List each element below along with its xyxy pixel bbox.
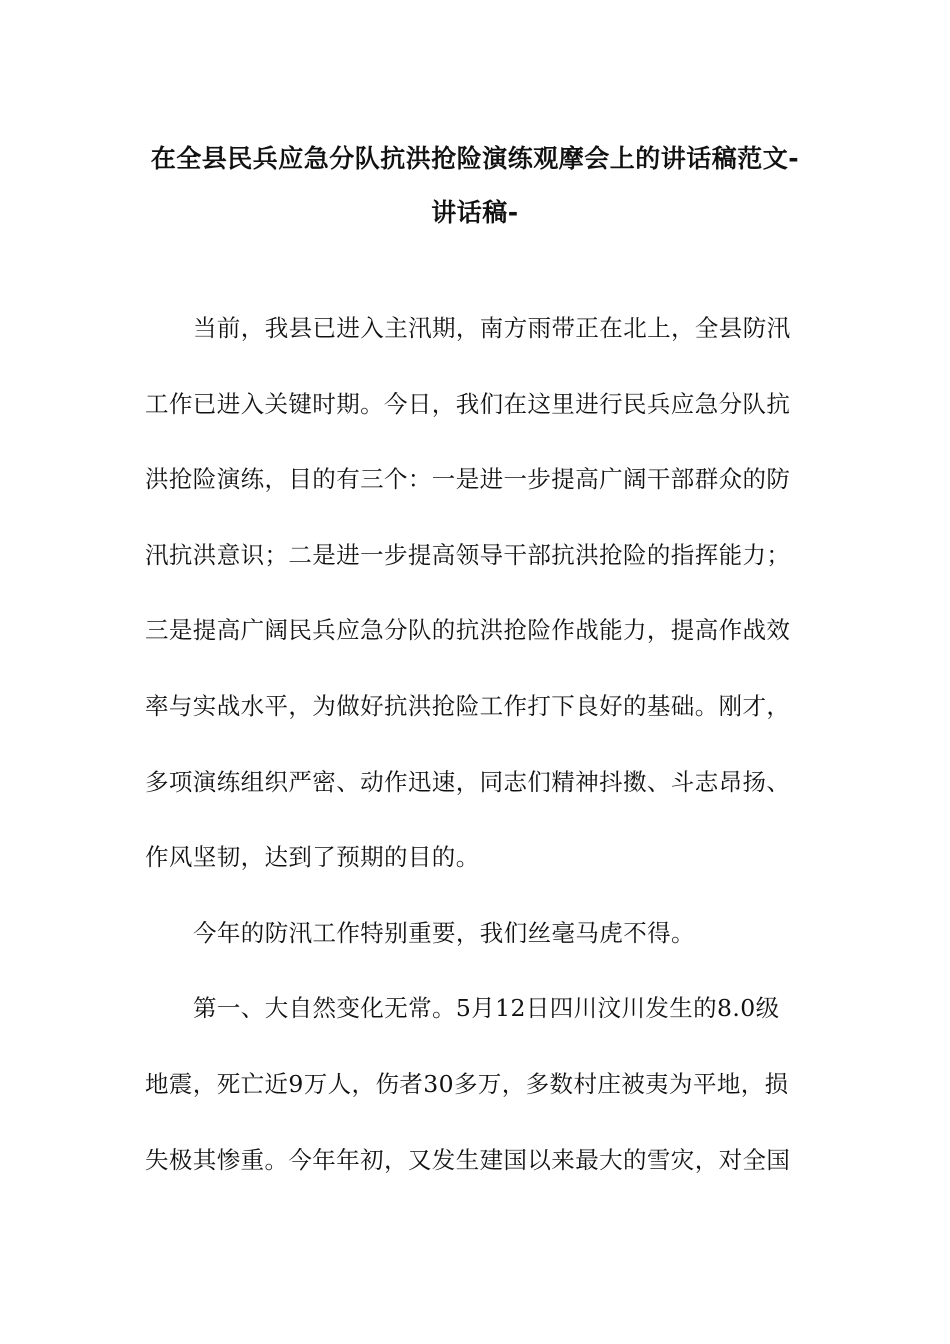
paragraph-line: 第一、大自然变化无常。5月12日四川汶川发生的8.0级 bbox=[193, 994, 780, 1023]
document-body bbox=[145, 300, 805, 1207]
paragraph-line: 当前，我县已进入主汛期，南方雨带正在北上，全县防汛 bbox=[193, 314, 791, 342]
paragraph-line: 洪抢险演练，目的有三个：一是进一步提高广阔干部群众的防 bbox=[145, 465, 791, 494]
paragraph-line: 汛抗洪意识；二是进一步提高领导干部抗洪抢险的指挥能力； bbox=[145, 540, 791, 569]
paragraph-line: 失极其惨重。今年年初，又发生建国以来最大的雪灾，对全国 bbox=[145, 1145, 791, 1174]
paragraph-line: 今年的防汛工作特别重要，我们丝毫马虎不得。 bbox=[193, 918, 695, 947]
title-line-2: 讲话稿- bbox=[431, 198, 519, 227]
title-line-1: 在全县民兵应急分队抗洪抢险演练观摩会上的讲话稿范文- bbox=[150, 144, 800, 173]
paragraph-line: 地震，死亡近9万人，伤者30多万，多数村庄被夷为平地，损 bbox=[145, 1069, 789, 1098]
paragraph-line: 工作已进入关键时期。今日，我们在这里进行民兵应急分队抗 bbox=[145, 389, 791, 418]
document-title bbox=[120, 132, 830, 240]
paragraph-line: 率与实战水平，为做好抗洪抢险工作打下良好的基础。刚才， bbox=[145, 691, 791, 720]
paragraph-line: 作风坚韧，达到了预期的目的。 bbox=[145, 843, 480, 872]
paragraph-line: 三是提高广阔民兵应急分队的抗洪抢险作战能力，提高作战效 bbox=[145, 616, 791, 645]
paragraph-line: 多项演练组织严密、动作迅速，同志们精神抖擞、斗志昂扬、 bbox=[145, 767, 791, 796]
